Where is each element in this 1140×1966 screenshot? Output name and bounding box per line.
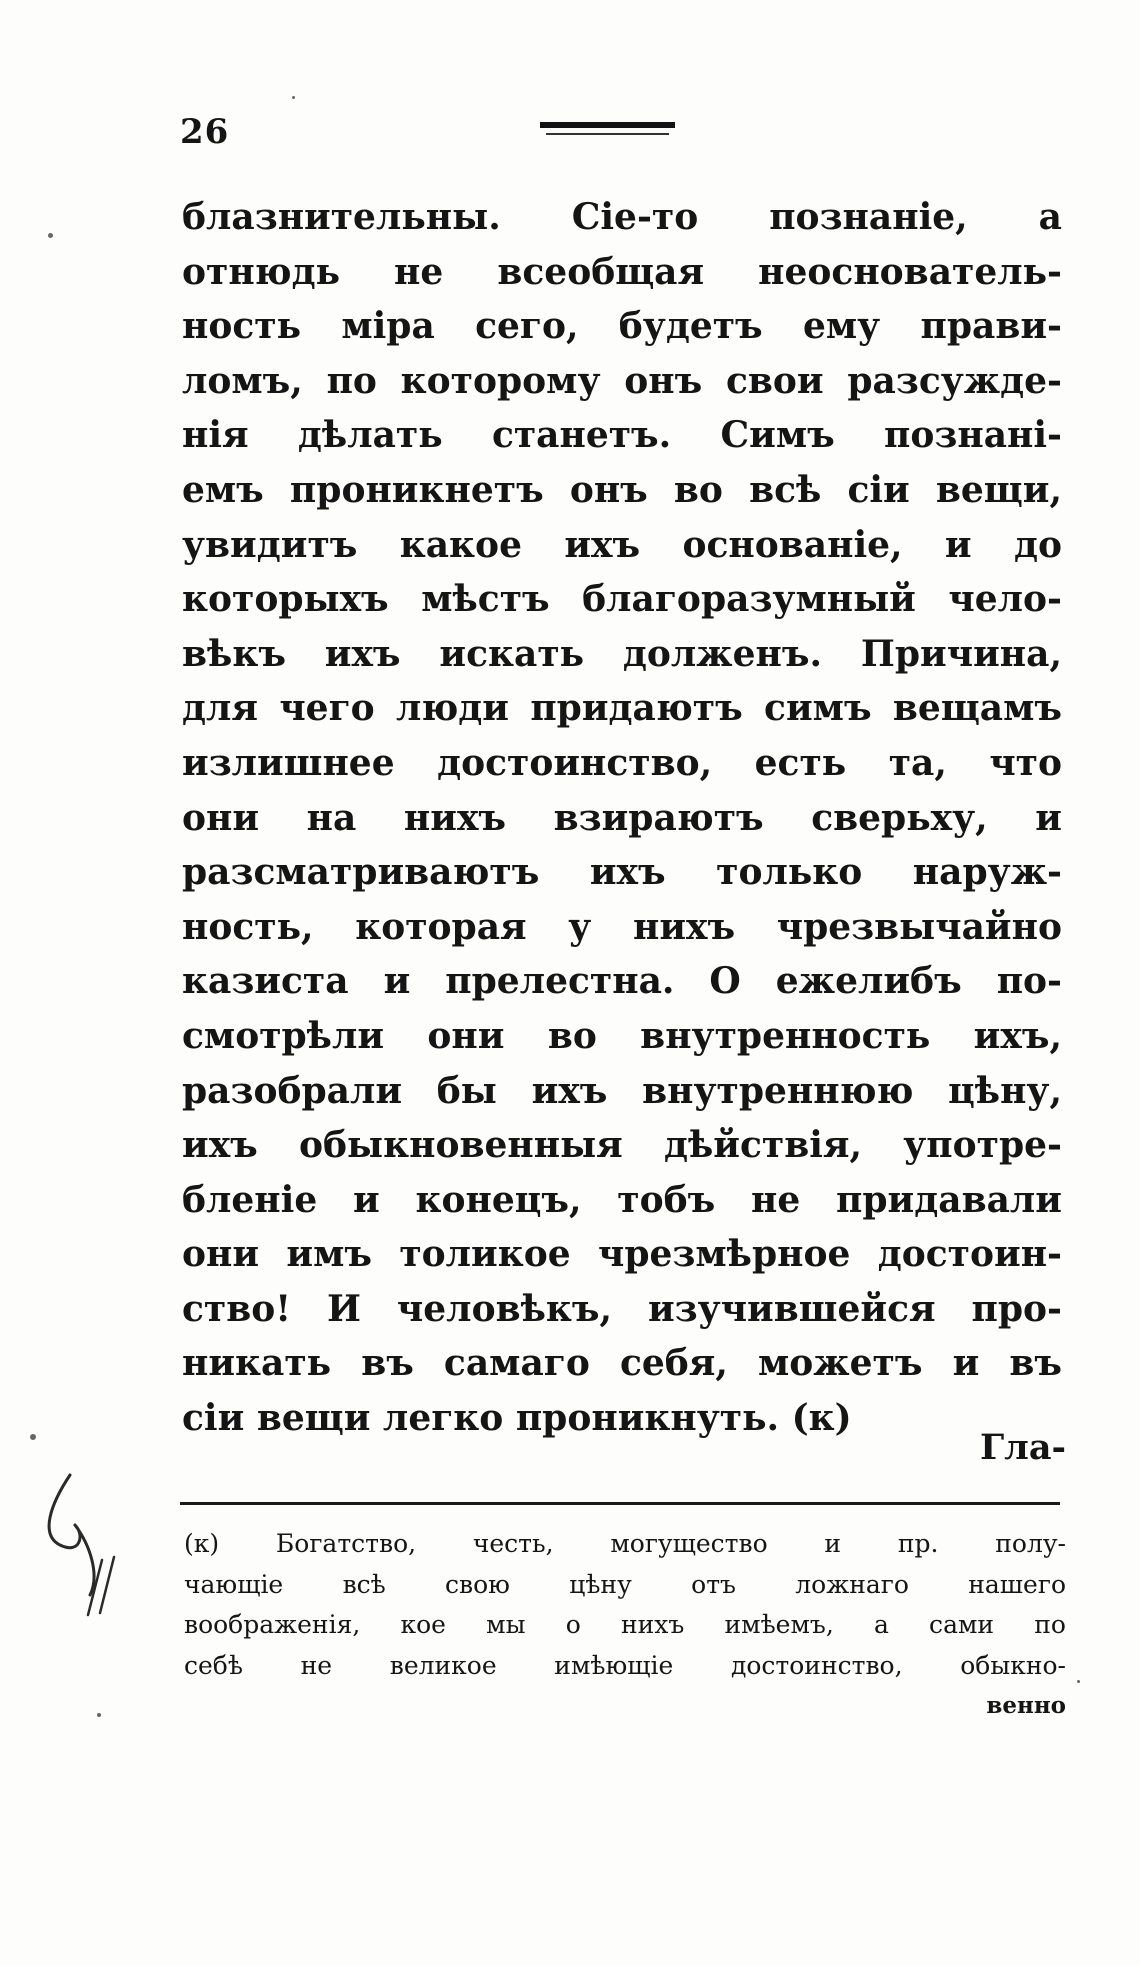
text-line: которыхъ мѣстъ благоразумный чело- [182, 578, 1062, 621]
text-line: сіи вещи легко проникнуть. (к) [182, 1397, 852, 1440]
main-text-block [182, 190, 1062, 1446]
text-line: емъ проникнетъ онъ во всѣ сіи вещи, [182, 468, 1062, 511]
footnote-rule [180, 1502, 1060, 1505]
text-line: увидитъ какое ихъ основаніе, и до [182, 523, 1062, 566]
text-line: ность, которая у нихъ чрезвычайно [182, 905, 1062, 948]
paper-speck [1077, 1680, 1080, 1683]
footnote-line: чающіе всѣ свою цѣну отъ ложнаго нашего [184, 1569, 1066, 1599]
text-line: ломъ, по которому онъ свои разсужде- [182, 359, 1062, 402]
text-line: разобрали бы ихъ внутреннюю цѣну, [182, 1069, 1062, 1112]
text-line: для чего люди придаютъ симъ вещамъ [182, 687, 1062, 730]
footnote-line: себѣ не великое имѣющіе достоинство, обыкно- [184, 1650, 1066, 1680]
header-rule-thin [546, 133, 669, 135]
page-number: 26 [180, 112, 230, 152]
header-rule-thick [540, 122, 675, 128]
text-line: казиста и прелестна. О ежелибъ по- [182, 960, 1062, 1003]
text-line: блазнительны. Сіе-то познаніе, а [182, 196, 1062, 238]
text-line: ность міра сего, будетъ ему прави- [182, 305, 1062, 348]
text-line: отнюдь не всеобщая неоснователь- [182, 250, 1062, 293]
text-line: ихъ обыкновенныя дѣйствія, употре- [182, 1124, 1062, 1167]
text-line: разсматриваютъ ихъ только наруж- [182, 851, 1062, 894]
catchword: Гла- [980, 1427, 1067, 1468]
text-line: ство! И человѣкъ, изучившейся про- [182, 1287, 1062, 1330]
footnote-block [184, 1524, 1066, 1727]
text-line: бленіе и конецъ, тобъ не придавали [182, 1178, 1062, 1221]
text-line: нія дѣлать станетъ. Симъ познані- [182, 414, 1062, 457]
paper-speck [292, 96, 295, 99]
paper-speck [48, 233, 53, 238]
text-line: излишнее достоинство, есть та, что [182, 741, 1062, 784]
pencil-mark [30, 1465, 140, 1625]
text-line: смотрѣли они во внутренность ихъ, [182, 1014, 1062, 1057]
text-line: они на нихъ взираютъ сверьху, и [182, 796, 1062, 839]
footnote-line: воображенія, кое мы о нихъ имѣемъ, а сами по [184, 1610, 1066, 1639]
paper-speck [30, 1434, 36, 1440]
text-line: никать въ самаго себя, можетъ и въ [182, 1342, 1062, 1385]
footnote-line: (к) Богатство, честь, могущество и пр. полу- [184, 1529, 1066, 1558]
text-line: они имъ толикое чрезмѣрное достоин- [182, 1233, 1062, 1276]
paper-speck [97, 1713, 101, 1717]
text-line: вѣкъ ихъ искать долженъ. Причина, [182, 632, 1062, 675]
footnote-line: венно [986, 1692, 1066, 1719]
